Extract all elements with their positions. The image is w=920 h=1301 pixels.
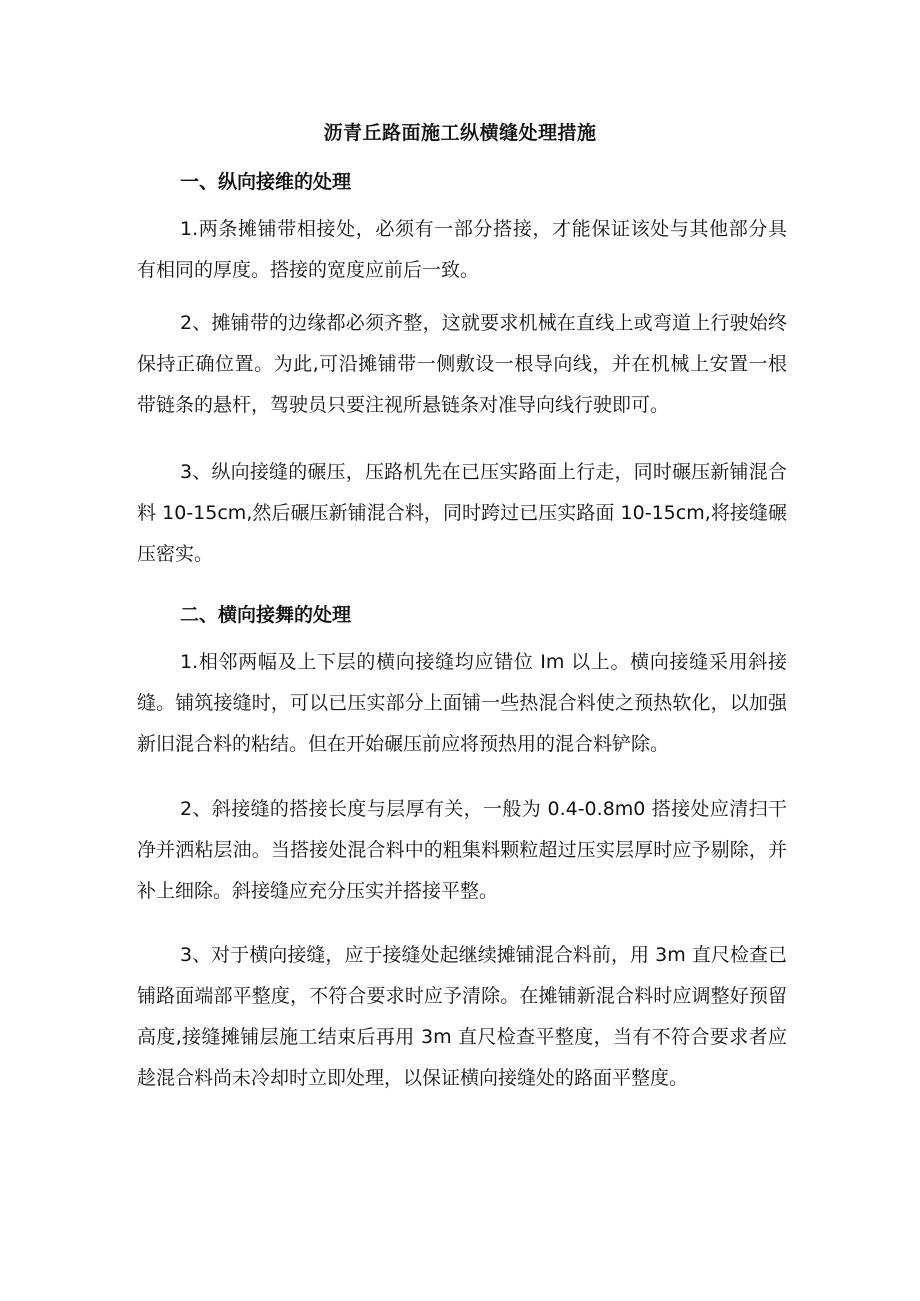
paragraph-transverse-3: 3、对于横向接缝，应于接缝处起继续摊铺混合料前，用 3m 直尺检查已铺路面端部平整度，不符合要求时应予清除。在摊铺新混合料时应调整好预留高度,接缝摊铺层施工结束后再用 3m 直尺检查平整度，当有不符合要求者应趁混合料尚未冷却时立即处理，以保证横向接缝处的路面平整度。 — [137, 944, 787, 1089]
paragraph-transverse-1: 1.相邻两幅及上下层的横向接缝均应错位 Im 以上。横向接缝采用斜接缝。铺筑接缝时，可以已压实部分上面铺一些热混合料使之预热软化，以加强新旧混合料的粘结。但在开始碾压前应将预热用的混合料铲除。 — [137, 651, 787, 755]
paragraph-longitudinal-2: 2、摊铺带的边缘都必须齐整，这就要求机械在直线上或弯道上行驶始终保持正确位置。为此,可沿摊铺带一侧敷设一根导向线，并在机械上安置一根带链条的悬杆，驾驶员只要注视所悬链条对准导向线行驶即可。 — [137, 312, 787, 416]
section-heading-transverse: 二、横向接舞的处理 — [180, 604, 352, 626]
paragraph-longitudinal-1: 1.两条摊铺带相接处，必须有一部分搭接，才能保证该处与其他部分具有相同的厚度。搭接的宽度应前后一致。 — [137, 218, 787, 281]
paragraph-longitudinal-3: 3、纵向接缝的碾压，压路机先在已压实路面上行走，同时碾压新铺混合料 10-15cm,然后碾压新铺混合料，同时跨过已压实路面 10-15cm,将接缝碾压密实。 — [137, 461, 787, 565]
section-heading-longitudinal: 一、纵向接维的处理 — [180, 171, 352, 193]
document-title: 沥青丘路面施工纵横缝处理措施 — [323, 122, 597, 144]
paragraph-transverse-2: 2、斜接缝的搭接长度与层厚有关，一般为 0.4-0.8m0 搭接处应清扫干净并洒粘层油。当搭接处混合料中的粗集料颗粒超过压实层厚时应予剔除，并补上细除。斜接缝应充分压实并搭接平整。 — [137, 798, 787, 902]
